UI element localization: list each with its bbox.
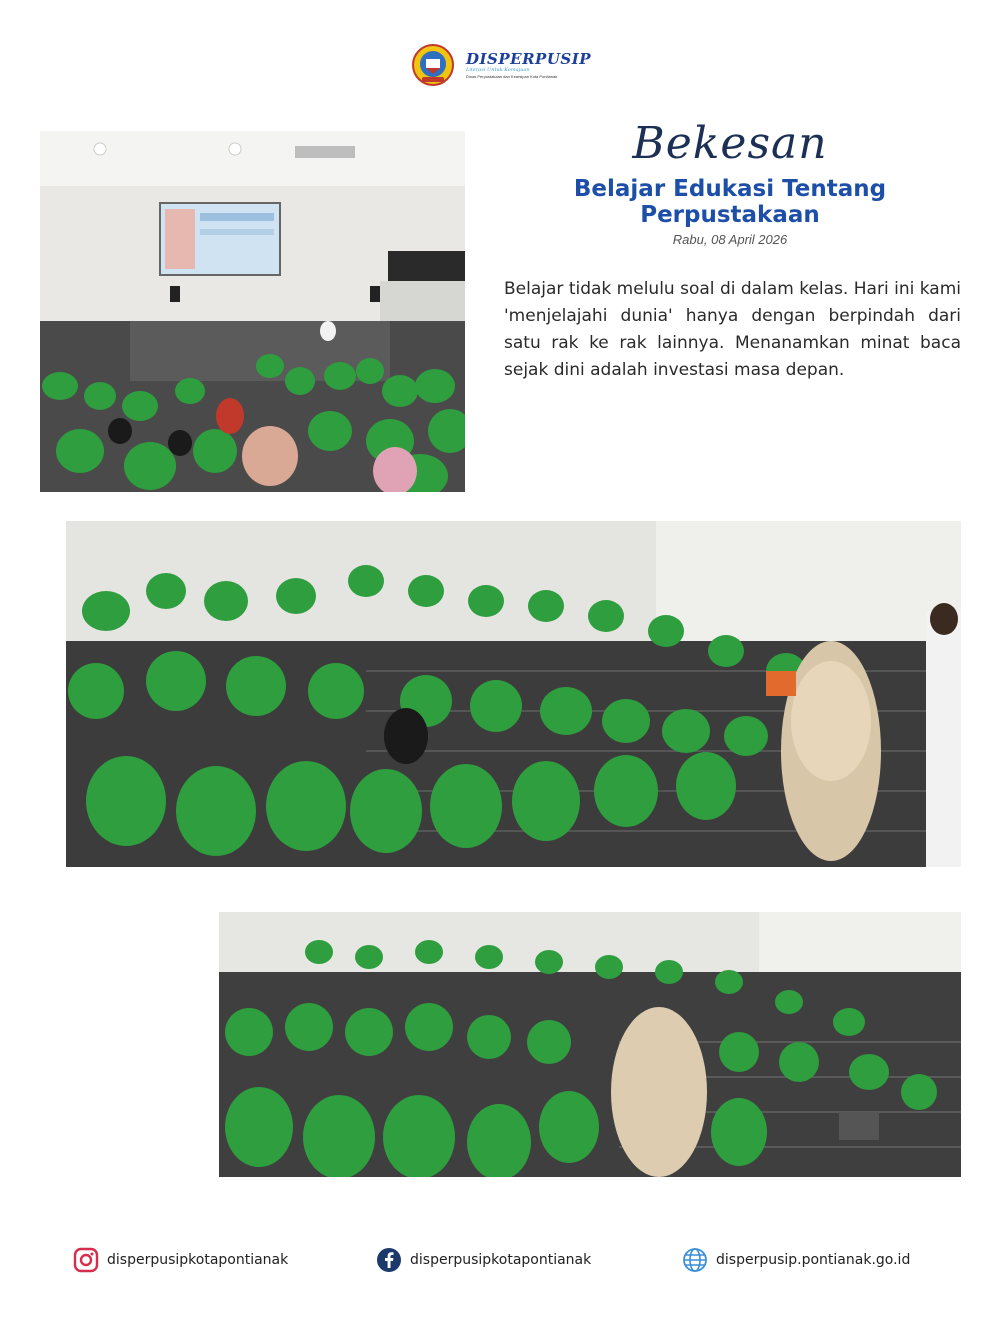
facebook-icon	[376, 1247, 402, 1273]
facebook-handle: disperpusipkotapontianak	[410, 1252, 592, 1268]
brand-block	[466, 51, 591, 80]
photo-audience-wide	[66, 521, 961, 867]
brand-tagline: Literasi Untuk Kemajuan	[466, 66, 530, 73]
event-date: Rabu, 08 April 2026	[672, 232, 788, 247]
header-logos	[412, 42, 592, 88]
page-title: Belajar Edukasi Tentang Perpustakaan	[573, 176, 887, 228]
photo-auditorium-projector	[40, 131, 465, 492]
description-paragraph: Belajar tidak melulu soal di dalam kelas. Hari ini kami 'menjelajahi dunia' hanya dengan berpindah dari satu rak ke rak lainnya. Menanamkan minat baca sejak dini adalah investasi masa depan.	[504, 279, 961, 380]
footer-website[interactable]	[682, 1242, 910, 1278]
footer	[0, 1242, 1000, 1278]
brand-subtitle: Dinas Perpustakaan dan Kearsipan Kota Pontianak	[466, 73, 558, 79]
photo-audience-front	[219, 912, 961, 1177]
brand-name: DISPERPUSIP	[466, 49, 592, 68]
footer-facebook[interactable]	[376, 1242, 591, 1278]
website-url: disperpusip.pontianak.go.id	[716, 1252, 911, 1268]
instagram-handle: disperpusipkotapontianak	[107, 1252, 289, 1268]
seal-icon	[412, 44, 454, 86]
globe-icon	[682, 1247, 708, 1273]
footer-instagram[interactable]	[73, 1242, 288, 1278]
instagram-icon	[73, 1247, 99, 1273]
script-title: Bekesan	[632, 118, 828, 169]
